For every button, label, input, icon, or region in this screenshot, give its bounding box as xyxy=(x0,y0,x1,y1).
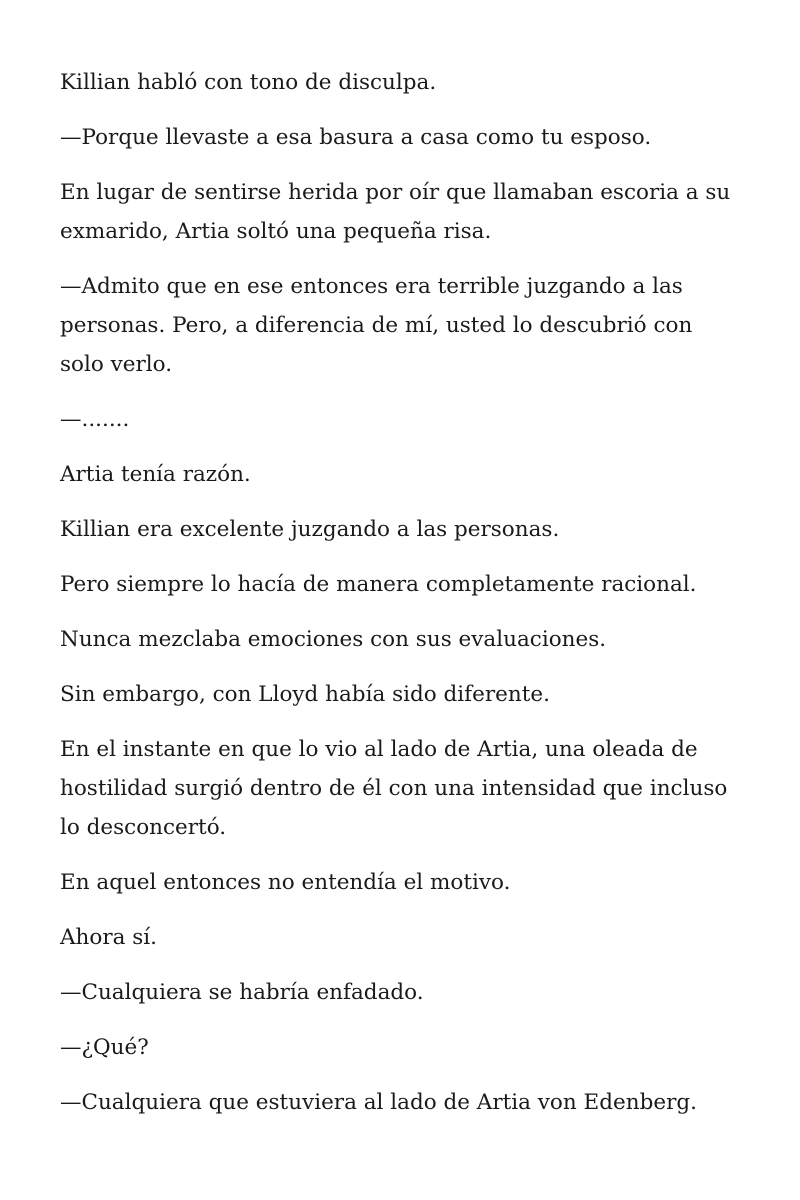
paragraph: Nunca mezclaba emociones con sus evaluaciones. xyxy=(60,627,607,652)
paragraph: En el instante en que lo vio al lado de Artia, una oleada de hostilidad surgió dentro de él con una intensidad que incluso lo desconcertó. xyxy=(60,737,728,840)
paragraph: —Porque llevaste a esa basura a casa como tu esposo. xyxy=(60,125,652,150)
paragraph: Artia tenía razón. xyxy=(60,462,251,487)
paragraph: —....... xyxy=(60,407,130,432)
paragraph: En aquel entonces no entendía el motivo. xyxy=(60,870,511,895)
paragraph: Killian era excelente juzgando a las personas. xyxy=(60,517,560,542)
paragraph: —Cualquiera se habría enfadado. xyxy=(60,980,424,1005)
paragraph: Killian habló con tono de disculpa. xyxy=(60,70,437,95)
paragraph: En lugar de sentirse herida por oír que llamaban escoria a su exmarido, Artia soltó una pequeña risa. xyxy=(60,180,731,244)
paragraph: —¿Qué? xyxy=(60,1035,149,1060)
paragraph: Pero siempre lo hacía de manera completamente racional. xyxy=(60,572,697,597)
paragraph: Ahora sí. xyxy=(60,925,157,950)
paragraph: —Admito que en ese entonces era terrible juzgando a las personas. Pero, a diferencia de mí, usted lo descubrió con solo verlo. xyxy=(60,274,693,377)
paragraph: Sin embargo, con Lloyd había sido diferente. xyxy=(60,682,550,707)
paragraph: —Cualquiera que estuviera al lado de Artia von Edenberg. xyxy=(60,1090,697,1115)
